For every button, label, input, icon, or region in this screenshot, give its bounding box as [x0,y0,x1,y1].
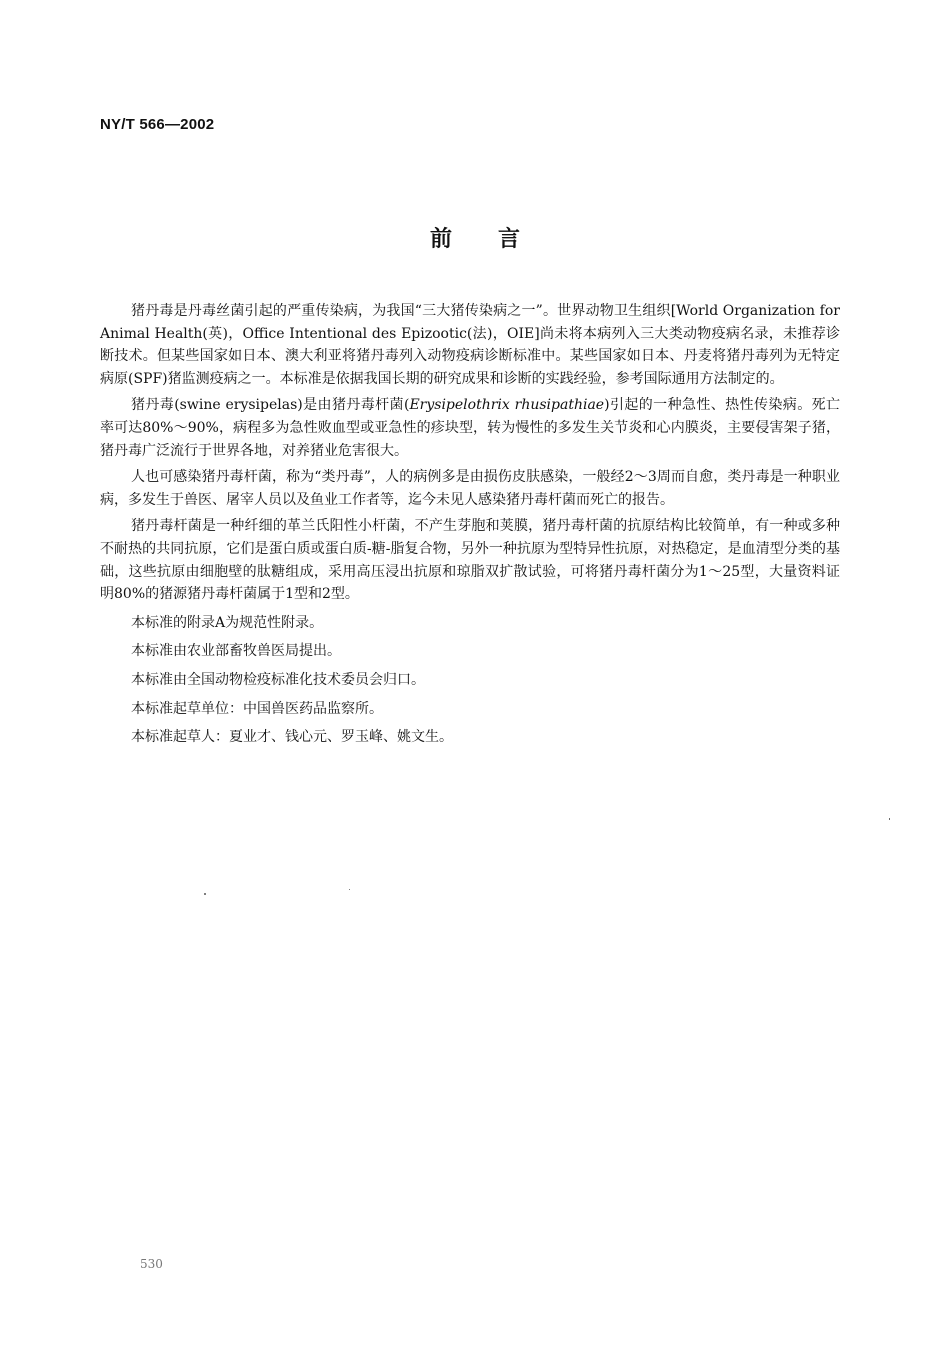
paragraph-drafters: 本标准起草人：夏业才、钱心元、罗玉峰、姚文生。 [131,729,453,746]
paragraph-responsible-committee: 本标准由全国动物检疫标准化技术委员会归口。 [131,671,425,688]
scan-speck [889,818,890,820]
paragraph-proposer: 本标准由农业部畜牧兽医局提出。 [131,643,341,660]
page-title: 前言 [429,227,566,252]
paragraph-disease-text-end: )引起的一种急性、热性传染病。死亡率可达80%～90%，病程多为急性败血型或亚急性的疹块型，转为慢性的多发生关节炎和心内膜炎，主要侵害架子猪，猪丹毒广泛流行于世界各地，对养猪业危害很大。 [100,397,841,459]
foreword-body [100,300,840,749]
paragraph-disease-text-start: 猪丹毒(swine erysipelas)是由猪丹毒杆菌( [131,397,410,414]
standard-code: NY/T 566—2002 [100,116,215,133]
paragraph-annex-note: 本标准的附录A为规范性附录。 [131,614,324,631]
paragraph-background: 猪丹毒是丹毒丝菌引起的严重传染病，为我国“三大猪传染病之一”。世界动物卫生组织[World Organization for Animal Health(英)，Office Intentional des Epizootic(法)，OIE]尚未将本病列入三大类动物疫病名录，未推荐诊断技术。但某些国家如日本、澳大利亚将猪丹毒列入动物疫病诊断标准中。某些国家如日本、丹麦将猪丹毒列为无特定病原(SPF)猪监测疫病之一。本标准是依据我国长期的研究成果和诊断的实践经验，参考国际通用方法制定的。 [100,303,840,387]
page-number: 530 [140,1257,163,1271]
paragraph-drafting-unit: 本标准起草单位：中国兽医药品监察所。 [131,700,383,717]
scan-speck [349,889,350,890]
scan-speck [204,893,206,895]
paragraph-bacterium-antigens: 猪丹毒杆菌是一种纤细的革兰氏阳性小杆菌，不产生芽胞和荚膜，猪丹毒杆菌的抗原结构比较简单，有一种或多种不耐热的共同抗原，它们是蛋白质或蛋白质-糖-脂复合物，另外一种抗原为型特异性抗原，对热稳定，是血清型分类的基础，这些抗原由细胞壁的肽糖组成，采用高压浸出抗原和琼脂双扩散试验，可将猪丹毒杆菌分为1～25型，大量资料证明80%的猪源猪丹毒杆菌属于1型和2型。 [100,518,840,603]
paragraph-disease-description [100,394,840,462]
paragraph-human-infection: 人也可感染猪丹毒杆菌，称为“类丹毒”，人的病例多是由损伤皮肤感染，一般经2～3周而自愈，类丹毒是一种职业病，多发生于兽医、屠宰人员以及鱼业工作者等，迄今未见人感染猪丹毒杆菌而死亡的报告。 [100,469,840,508]
pathogen-latin-name: Erysipelothrix rhusipathiae [409,397,605,414]
